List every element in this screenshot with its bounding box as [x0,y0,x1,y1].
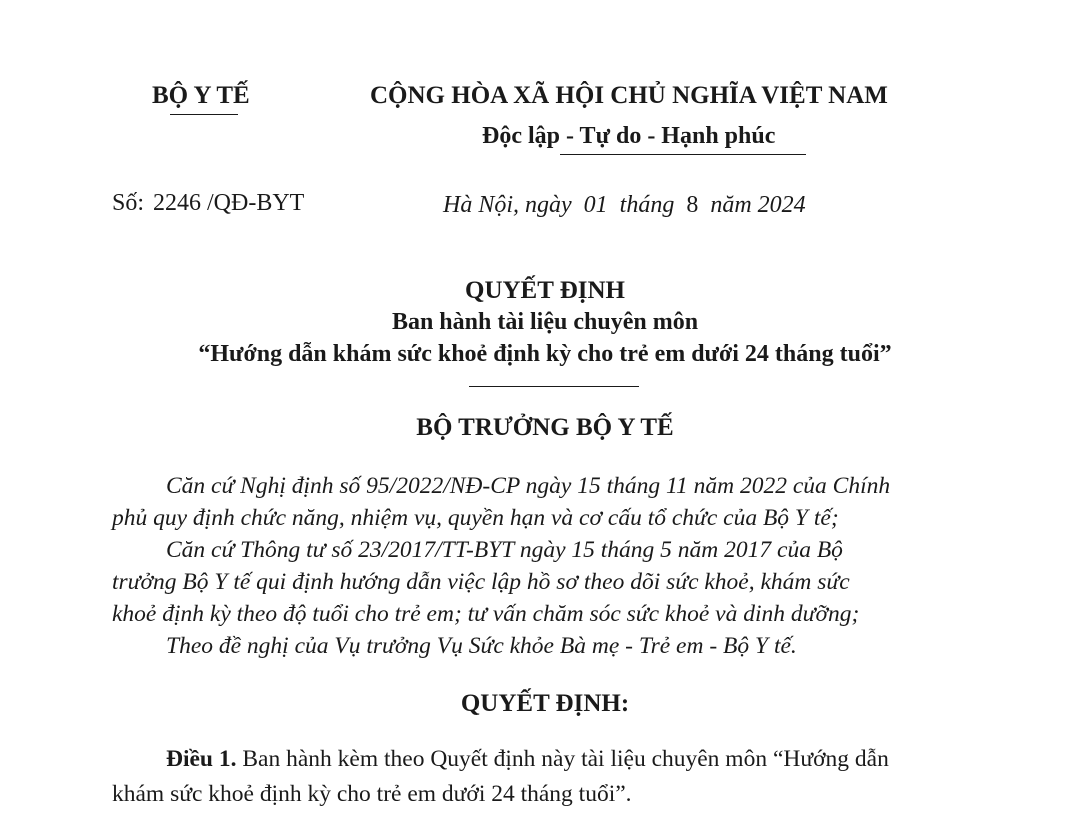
date-month: 8 [686,192,699,218]
ministry-underline [170,114,238,115]
article-1-label: Điều 1. [166,746,237,772]
basis-line: phủ quy định chức năng, nhiệm vụ, quyền hạn và cơ cấu tổ chức của Bộ Y tế; [112,505,839,531]
basis-line: Căn cứ Nghị định số 95/2022/NĐ-CP ngày 15 tháng 11 năm 2022 của Chính [166,473,891,499]
basis-line: trưởng Bộ Y tế qui định hướng dẫn việc lập hồ sơ theo dõi sức khoẻ, khám sức [112,569,850,595]
article-1-line [166,746,889,773]
issue-date [443,192,806,219]
document-number: 2246 /QĐ-BYT [153,190,305,216]
article-1-text: Ban hành kèm theo Quyết định này tài liệu chuyên môn “Hướng dẫn [236,746,889,772]
motto-underline [560,154,806,155]
article-1-line: khám sức khoẻ định kỳ cho trẻ em dưới 24 tháng tuổi”. [112,781,632,807]
issuing-authority: BỘ TRƯỞNG BỘ Y TẾ [416,414,674,441]
date-month-word: tháng [619,192,675,218]
decision-heading: QUYẾT ĐỊNH: [460,690,630,717]
date-prefix: Hà Nội, ngày [443,192,572,218]
basis-line: Căn cứ Thông tư số 23/2017/TT-BYT ngày 15 tháng 5 năm 2017 của Bộ [166,537,843,563]
nation-name: CỘNG HÒA XÃ HỘI CHỦ NGHĨA VIỆT NAM [370,82,888,109]
date-year: năm 2024 [710,192,806,218]
title-divider [469,386,639,387]
document-number-label: Số: [112,190,145,216]
document-subject: “Hướng dẫn khám sức khoẻ định kỳ cho trẻ em dưới 24 tháng tuổi” [198,341,892,367]
document-title: QUYẾT ĐỊNH [465,277,625,304]
ministry-name: BỘ Y TẾ [152,82,250,109]
document-subtitle: Ban hành tài liệu chuyên môn [391,309,699,335]
basis-line: Theo đề nghị của Vụ trưởng Vụ Sức khỏe Bà mẹ - Trẻ em - Bộ Y tế. [166,633,797,659]
national-motto: Độc lập - Tự do - Hạnh phúc [482,123,776,149]
basis-line: khoẻ định kỳ theo độ tuổi cho trẻ em; tư vấn chăm sóc sức khoẻ và dinh dưỡng; [112,601,860,627]
date-day: 01 [583,192,608,218]
